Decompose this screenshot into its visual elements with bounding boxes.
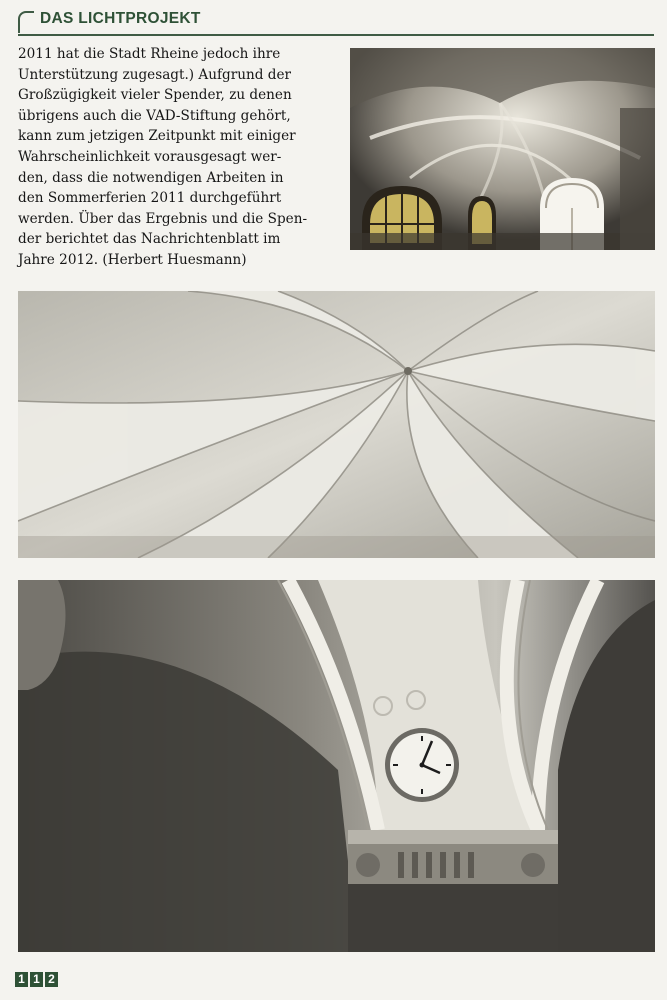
photo-vaulted-hall bbox=[350, 48, 655, 250]
text-line: 2011 hat die Stadt Rheine jedoch ihre bbox=[18, 46, 281, 62]
photo-star-vault-ceiling bbox=[18, 291, 655, 558]
text-line: Jahre 2012. (Herbert Huesmann) bbox=[18, 251, 247, 268]
page-number-digit: 1 bbox=[15, 972, 28, 987]
wall-clock-icon bbox=[385, 728, 459, 802]
text-line: den Sommerferien 2011 durchgeführt bbox=[18, 190, 282, 207]
text-line: der berichtet das Nachrichtenblatt im bbox=[18, 231, 281, 248]
text-line: den, dass die notwendigen Arbeiten in bbox=[18, 169, 284, 186]
text-line: Unterstützung zugesagt.) Aufgrund der bbox=[18, 66, 292, 83]
text-line: kann zum jetzigen Zeitpunkt mit einiger bbox=[18, 128, 296, 145]
photo-vault-with-clock bbox=[18, 580, 655, 952]
section-header bbox=[18, 8, 654, 36]
section-title: DAS LICHTPROJEKT bbox=[40, 10, 201, 27]
article-text bbox=[18, 44, 340, 271]
text-line: Großzügigkeit vieler Spender, zu denen bbox=[18, 87, 292, 104]
page-number-digit: 1 bbox=[30, 972, 43, 987]
page-number-digit: 2 bbox=[45, 972, 58, 987]
header-bracket-ornament bbox=[18, 11, 34, 33]
text-line: übrigens auch die VAD-Stiftung gehört, bbox=[18, 107, 291, 124]
text-line: Wahrscheinlichkeit vorausgesagt wer- bbox=[18, 148, 282, 165]
page-number bbox=[15, 972, 58, 987]
text-line: werden. Über das Ergebnis und die Spen- bbox=[18, 210, 308, 227]
